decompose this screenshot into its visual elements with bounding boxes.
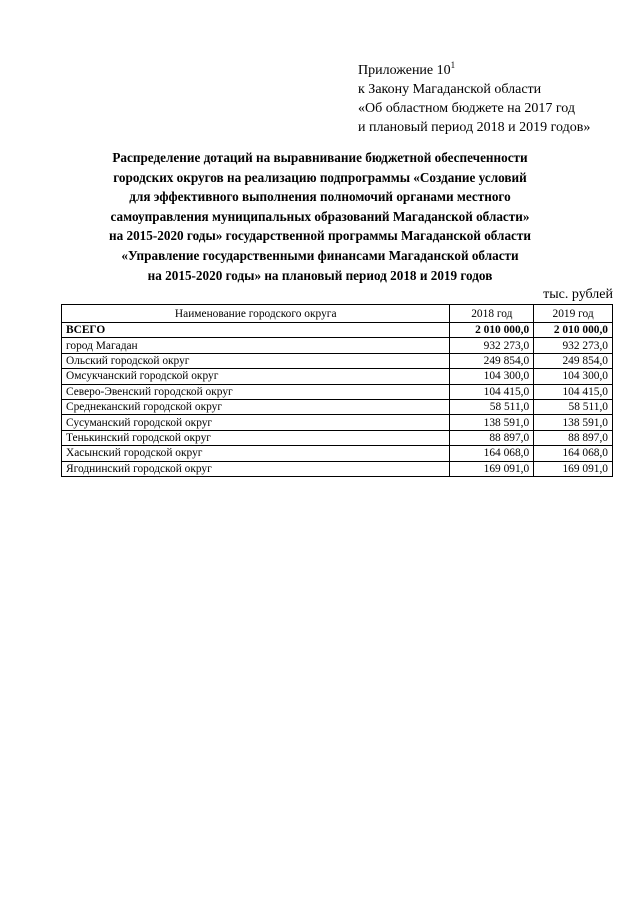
table-row [62, 384, 613, 399]
grants-table [61, 304, 613, 477]
value-2018: 88 897,0 [450, 430, 534, 445]
header-year-2018: 2018 год [450, 305, 534, 323]
title-line: для эффективного выполнения полномочий органами местного [129, 189, 511, 205]
value-2019: 88 897,0 [534, 430, 613, 445]
table-row [62, 399, 613, 414]
value-2018: 138 591,0 [450, 415, 534, 430]
annex-line-3: «Об областном бюджете на 2017 год [358, 101, 575, 116]
value-2019: 58 511,0 [534, 399, 613, 414]
units-label: тыс. рублей [543, 287, 613, 302]
district-name: город Магадан [62, 338, 450, 353]
title-line: самоуправления муниципальных образований Магаданской области» [110, 208, 530, 224]
district-name: Хасынский городской округ [62, 446, 450, 461]
total-2018: 2 010 000,0 [450, 323, 534, 338]
table-row [62, 430, 613, 445]
table-row [62, 461, 613, 476]
document-title [40, 148, 600, 285]
value-2018: 58 511,0 [450, 399, 534, 414]
total-2019: 2 010 000,0 [534, 323, 613, 338]
district-name: Сусуманский городской округ [62, 415, 450, 430]
value-2019: 104 300,0 [534, 369, 613, 384]
title-line: на 2015-2020 годы» на плановый период 2018 и 2019 годов [147, 267, 493, 283]
table-row [62, 353, 613, 368]
table-row [62, 369, 613, 384]
value-2019: 138 591,0 [534, 415, 613, 430]
table-header-row [62, 305, 613, 323]
district-name: Ольский городской округ [62, 353, 450, 368]
header-year-2019: 2019 год [534, 305, 613, 323]
table-row [62, 415, 613, 430]
value-2019: 169 091,0 [534, 461, 613, 476]
header-district-name: Наименование городского округа [62, 305, 450, 323]
value-2018: 249 854,0 [450, 353, 534, 368]
value-2018: 104 415,0 [450, 384, 534, 399]
annex-line-2: к Закону Магаданской области [358, 82, 542, 97]
value-2019: 932 273,0 [534, 338, 613, 353]
value-2018: 104 300,0 [450, 369, 534, 384]
table-row [62, 446, 613, 461]
table-row [62, 338, 613, 353]
annex-line-1 [358, 61, 628, 80]
value-2019: 249 854,0 [534, 353, 613, 368]
total-label: ВСЕГО [62, 323, 450, 338]
value-2019: 164 068,0 [534, 446, 613, 461]
district-name: Тенькинский городской округ [62, 430, 450, 445]
annex-header [358, 61, 628, 137]
district-name: Ягоднинский городской округ [62, 461, 450, 476]
value-2018: 932 273,0 [450, 338, 534, 353]
value-2019: 104 415,0 [534, 384, 613, 399]
title-line: «Управление государственными финансами Магаданской области [121, 247, 519, 263]
title-line: Распределение дотаций на выравнивание бюджетной обеспеченности [112, 150, 528, 165]
table-row-total [62, 323, 613, 338]
district-name: Северо-Эвенский городской округ [62, 384, 450, 399]
value-2018: 169 091,0 [450, 461, 534, 476]
district-name: Среднеканский городской округ [62, 399, 450, 414]
annex-number-superscript: 1 [450, 60, 456, 70]
value-2018: 164 068,0 [450, 446, 534, 461]
district-name: Омсукчанский городской округ [62, 369, 450, 384]
title-line: городских округов на реализацию подпрограммы «Создание условий [113, 169, 527, 185]
annex-line-4: и плановый период 2018 и 2019 годов» [358, 120, 591, 135]
title-line: на 2015-2020 годы» государственной программы Магаданской области [109, 228, 531, 244]
annex-number: Приложение 10 [358, 63, 451, 78]
